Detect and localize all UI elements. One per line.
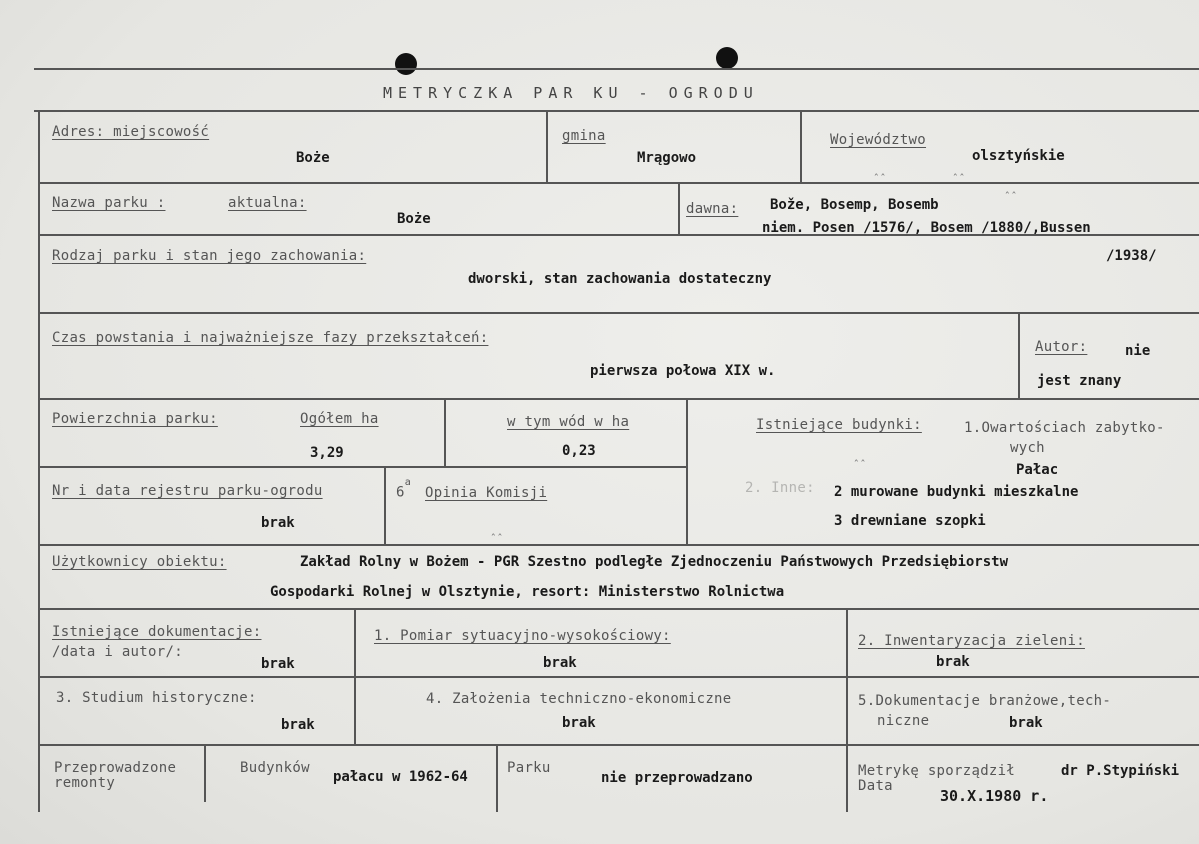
rule [384,466,386,544]
date-value: 30.X.1980 r. [940,787,1049,805]
rule [38,544,1199,546]
origin-label: Czas powstania i najważniejsze fazy przekształceń: [52,330,489,346]
rule [38,744,1199,746]
park-repairs-value: nie przeprowadzano [601,770,753,786]
page-title: METRYCZKA PAR KU - OGRODU [383,84,759,102]
area-label: Powierzchnia parku: [52,411,218,427]
monument-buildings-label: 1.Owartościach zabytko- [964,420,1165,436]
address-label: Adres: miejscowość [52,124,210,140]
former-name-line3: /1938/ [1106,248,1157,264]
greenery-inventory-value: brak [936,654,970,670]
area-total-label: Ogółem ha [300,411,379,427]
users-line2: Gospodarki Rolnej w Olsztynie, resort: Ministerstwo Rolnictwa [270,584,785,600]
rule [496,744,498,812]
voivodeship-value: olsztyńskie [972,148,1065,164]
rule [204,744,206,802]
buildings-repairs-label: Budynków [240,760,310,776]
rule [38,110,40,812]
rule [354,608,356,744]
rule [38,182,1199,184]
prepared-by-label: Metrykę sporządził [858,763,1016,779]
branch-docs-label-cont: niczne [877,713,930,729]
documentation-value: brak [261,656,295,672]
park-repairs-label: Parku [507,760,551,776]
opinion-label: Opinia Komisji [425,485,548,501]
repairs-label-cont: remonty [54,775,116,791]
greenery-inventory-label: 2. Inwentaryzacja zieleni: [858,633,1085,649]
monument-buildings-label-cont: wych [1010,440,1045,456]
rule [678,182,680,234]
repairs-label: Przeprowadzone [54,760,177,776]
rule [38,398,1199,400]
users-label: Użytkownicy obiektu: [52,554,227,570]
park-name-label: Nazwa parku : [52,195,166,211]
rule [546,110,548,182]
date-label: Data [858,778,893,794]
origin-value: pierwsza połowa XIX w. [590,363,776,379]
prepared-by-value: dr P.Stypiński [1061,763,1180,779]
current-name-label: aktualna: [228,195,307,211]
registry-label: Nr i data rejestru parku-ogrodu [52,483,323,499]
former-name-line2: niem. Posen /1576/, Bosem /1880/,Bussen [762,220,1091,236]
water-area-label: w tym wód w ha [507,414,630,430]
survey-value: brak [543,655,577,671]
rule [800,110,802,182]
rule [38,676,1199,678]
historical-study-label: 3. Studium historyczne: [56,690,257,706]
buildings-repairs-value: pałacu w 1962-64 [333,769,468,785]
rule [846,608,848,812]
accent-mark: ˆˆ [1004,190,1018,203]
former-name-label: dawna: [686,201,739,217]
rule [38,608,1199,610]
opinion-number-sup: a [404,477,412,488]
documentation-label: Istniejące dokumentacje: [52,624,262,640]
accent-mark: ˆˆ [490,532,504,545]
accent-mark: ˆˆ [873,172,887,185]
rule [1018,312,1020,398]
users-line1: Zakład Rolny w Bożem - PGR Szestno podległe Zjednoczeniu Państwowych Przedsiębiorstw [300,554,1009,570]
registry-value: brak [261,515,295,531]
author-value-cont: jest znany [1037,373,1122,389]
historical-study-value: brak [281,717,315,733]
accent-mark: ˆˆ [952,172,966,185]
accent-mark: ˆˆ [853,458,867,471]
rule [34,68,1199,70]
rule [38,466,688,468]
technical-assumptions-value: brak [562,715,596,731]
rule [686,398,688,544]
gmina-value: Mrągowo [637,150,697,166]
address-value: Boże [296,150,330,166]
other-buildings-value-cont: 3 drewniane szopki [834,513,986,529]
author-value: nie [1125,343,1151,359]
park-type-value: dworski, stan zachowania dostateczny [468,271,772,287]
survey-label: 1. Pomiar sytuacyjno-wysokościowy: [374,628,671,644]
current-name-value: Boże [397,211,431,227]
former-name-line1: Bože, Bosemp, Bosemb [770,197,939,213]
rule [34,110,1199,112]
rule [38,312,1199,314]
author-label: Autor: [1035,339,1088,355]
punch-hole [395,53,417,75]
buildings-label: Istniejące budynki: [756,417,922,433]
other-buildings-label: 2. Inne: [745,480,815,496]
park-type-label: Rodzaj parku i stan jego zachowania: [52,248,367,264]
voivodeship-label: Województwo [830,132,927,148]
other-buildings-value: 2 murowane budynki mieszkalne [834,484,1079,500]
opinion-number [396,477,412,501]
opinion-number-text: 6 [396,484,405,501]
branch-docs-label: 5.Dokumentacje branżowe,tech- [858,693,1112,709]
punch-hole [716,47,738,69]
rule [444,398,446,466]
water-area-value: 0,23 [562,443,596,459]
branch-docs-value: brak [1009,715,1043,731]
gmina-label: gmina [562,128,606,144]
technical-assumptions-label: 4. Założenia techniczno-ekonomiczne [426,691,732,707]
area-total-value: 3,29 [310,445,344,461]
monument-buildings-value: Pałac [1016,462,1059,478]
documentation-sub-label: /data i autor/: [52,644,183,660]
